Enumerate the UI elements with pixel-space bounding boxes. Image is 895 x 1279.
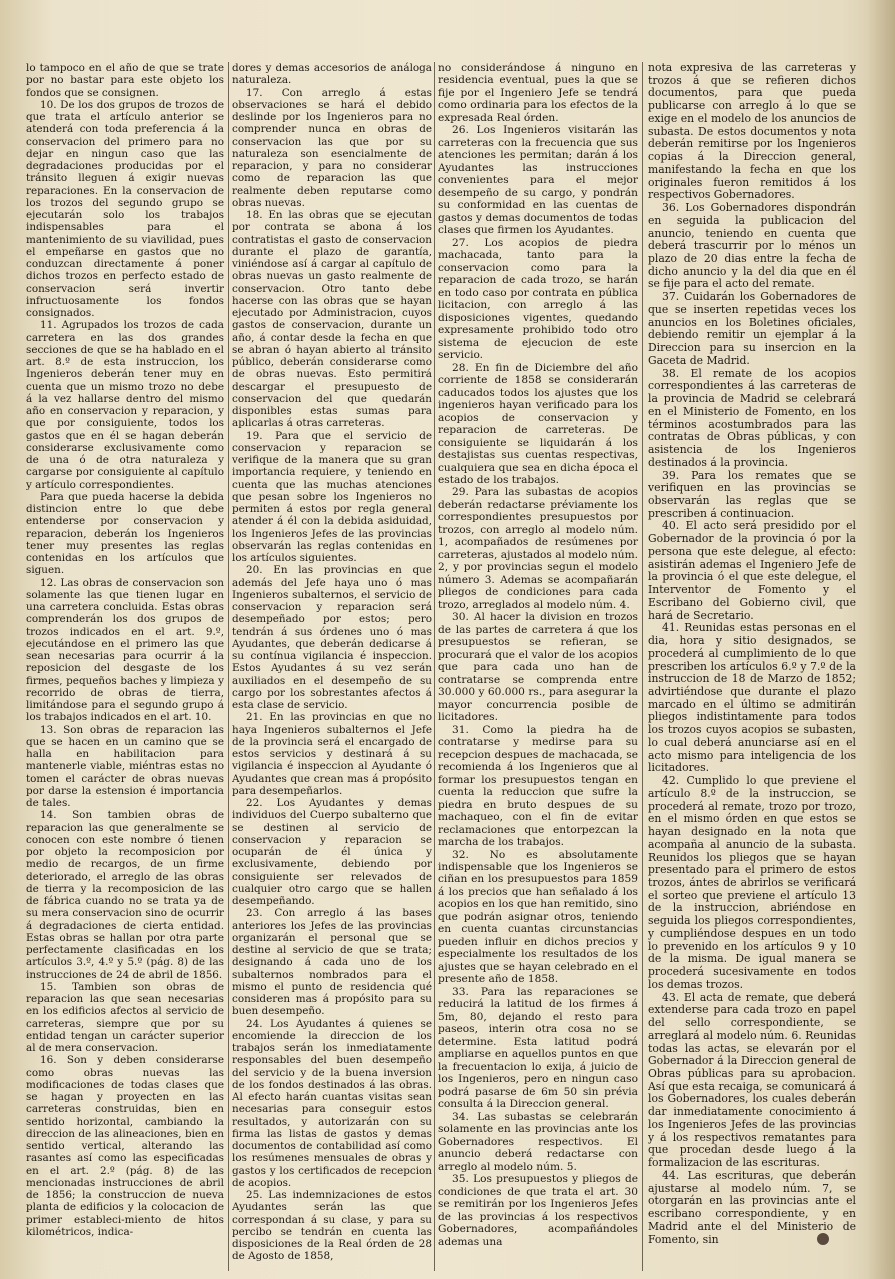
paragraph: 24. Los Ayudantes á quienes se encomiende la direccion de los trabajos serán los inmediatamente responsables del buen desempeño del servicio y de la buena inversion de los fondos destinados á las obras. Al efecto harán cuantas visitas sean necesarias para conseguir estos resultados, y autorizarán con su firma las listas de gastos y demas documentos de contabilidad así como los resúmenes mensuales de obras y gastos y los certificados de recepcion de acopios. [232,1017,432,1189]
paragraph: 17. Con arreglo á estas observaciones se hará el debido deslinde por los Ingenieros para no comprender nunca en obras de conservacion las que por su naturaleza son esencialmente de reparacion, y para no considerar como de reparacion las que realmente deben reputarse como obras nuevas. [232,86,432,209]
paragraph: 14. Son tambien obras de reparacion las que generalmente se conocen con este nombre ó tienen por objeto la recomposicion por medio de recargos, de un firme deteriorado, el arreglo de las obras de tierra y la recomposicion de las de fábrica cuando no se trata ya de su mera conservacion sino de ocurrir á degradaciones de cierta entidad. Estas obras se hallan por otra parte perfectamente clasificadas en los artículos 3.º, 4.º y 5.º (pág. 8) de las instrucciones de 24 de abril de 1856. [26,809,224,981]
ink-stain [817,1233,829,1245]
column-rule [642,62,643,1271]
paragraph: 16. Son y deben considerarse como obras nuevas las modificaciones de todas clases que se hagan y proyecten en las carreteras construidas, bien en sentido horizontal, cambiando la direccion de las alineaciones, bien en sentido vertical, alterando las rasantes así como las especificadas en el art. 2.º (pág. 8) de las mencionadas instrucciones de abril de 1856; la construccion de nueva planta de edificios y la colocacion de primer estableci-miento de hitos kilométricos, indica- [26,1054,224,1238]
paragraph: 22. Los Ayudantes y demas individuos del Cuerpo subalterno que se destinen al servicio de conservacion y reparacion se ocuparán de él única y exclusivamente, debiendo por consiguiente ser relevados de cualquier otro cargo que se hallen desempeñando. [232,797,432,907]
paragraph: 35. Los presupuestos y pliegos de condiciones de que trata el art. 30 se remitirán por los Ingenieros Jefes de las provincias á los respectivos Gobernadores, acompañándoles ademas una [438,1173,638,1248]
paragraph: no considerándose á ninguno en residencia eventual, pues la que se fije por el Ingeniero Jefe se tendrá como ordinaria para los efectos de la expresada Real órden. [438,62,638,124]
paragraph: 30. Al hacer la division en trozos de las partes de carretera á que los presupuestos se refieran, se procurará que el valor de los acopios que para cada uno han de contratarse se comprenda entre 30.000 y 60.000 rs., para asegurar la mayor concurrencia posible de licitadores. [438,611,638,724]
paragraph: 26. Los Ingenieros visitarán las carreteras con la frecuencia que sus atenciones les permitan; darán á los Ayudantes las instrucciones convenientes para el mejor desempeño de su cargo, y pondrán su conformidad en las cuentas de gastos y demas documentos de todas clases que firmen los Ayudantes. [438,124,638,237]
text-column-4 [648,62,856,1271]
paragraph: 19. Para que el servicio de conservacion y reparacion se verifique de la manera que su gran importancia requiere, y teniendo en cuenta que las muchas atenciones que pesan sobre los Ingenieros no permiten á estos por regla general atender á él con la debida asiduidad, los Ingenieros Jefes de las provincias observarán las reglas contenidas en los artículos siguientes. [232,429,432,564]
paragraph: 20. En las provincias en que además del Jefe haya uno ó mas Ingenieros subalternos, el servicio de conservacion y reparacion será desempeñado por estos; pero tendrán á sus órdenes uno ó mas Ayudantes, que deberán dedicarse á su contínua vigilancia é inspeccion. Estos Ayudantes á su vez serán auxiliados en el desempeño de su cargo por los sobrestantes afectos á esta clase de servicio. [232,564,432,711]
text-column-3 [438,62,638,1271]
text-column-1 [26,62,224,1271]
paragraph: 29. Para las subastas de acopios deberán redactarse préviamente los correspondientes presupuestos por trozos, con arreglo al modelo núm. 1, acompañados de resúmenes por carreteras, ajustados al modelo núm. 2, y por provincias segun el modelo número 3. Ademas se acompañarán pliegos de condiciones para cada trozo, arreglados al modelo núm. 4. [438,486,638,611]
column-rule [228,62,229,1271]
paragraph: 34. Las subastas se celebrarán solamente en las provincias ante los Gobernadores respectivos. El anuncio deberá redactarse con arreglo al modelo núm. 5. [438,1110,638,1173]
text-column-2 [232,62,432,1271]
paragraph: 43. El acta de remate, que deberá extenderse para cada trozo en papel del sello correspondiente, se arreglará al modelo núm. 6. Reunidas todas las actas, se elevarán por el Gobernador á la Direccion general de Obras públicas para su aprobacion. Así que esta recaiga, se comunicará á los Gobernadores, los cuales deberán dar inmediatamente conocimiento á los Ingenieros Jefes de las provincias y á los respectivos rematantes para que procedan desde luego á la formalizacion de las escrituras. [648,990,856,1170]
paragraph: 38. El remate de los acopios correspondientes á las carreteras de la provincia de Madrid se celebrará en el Ministerio de Fomento, en los términos acostumbrados para las contratas de Obras públicas, y con asistencia de los Ingenieros destinados á la provincia. [648,366,856,469]
paragraph: 41. Reunidas estas personas en el dia, hora y sitio designados, se procederá al cumplimiento de lo que prescriben los artículos 6.º y 7.º de la instruccion de 18 de Marzo de 1852; advirtiéndose que durante el plazo marcado en el último se admitirán pliegos indistintamente para todos los trozos cuyos acopios se subasten, lo cual deberá anunciarse así en el acto mismo para inteligencia de los licitadores. [648,621,856,775]
paragraph: 13. Son obras de reparacion las que se hacen en un camino que se halla en habilitacion para mantenerle viable, miéntras estas no tomen el carácter de obras nuevas por darse la estension é importancia de tales. [26,723,224,809]
paragraph: 44. Las escrituras, que deberán ajustarse al modelo núm. 7, se otorgarán en las provincias ante el escribano correspondiente, y en Madrid ante el del Ministerio de Fomento, sin [648,1168,856,1246]
paragraph: 39. Para los remates que se verifiquen en las provincias se observarán las reglas que se prescriben á continuacion. [648,468,856,520]
column-rule [434,62,435,1271]
paragraph: 21. En las provincias en que no haya Ingenieros subalternos el Jefe de la provincia será el encargado de estos servicios y destinará á su vigilancia é inspeccion al Ayudante ó Ayudantes que crean mas á propósito para desempeñarlos. [232,711,432,797]
page-edge-shadow [867,0,895,1279]
paragraph: lo tampoco en el año de que se trate por no bastar para este objeto los fondos que se consignen. [26,62,224,99]
paragraph: nota expresiva de las carreteras y trozos á que se refieren dichos documentos, para que pueda publicarse con arreglo á lo que se exige en el modelo de los anuncios de subasta. De estos documentos y nota deberán remitirse por los Ingenieros copias á la Direccion general, manifestando la fecha en que los originales fueron remitidos á los respectivos Gobernadores. [648,62,856,202]
paragraph: 36. Los Gobernadores dispondrán en seguida la publicacion del anuncio, teniendo en cuenta que deberá trascurrir por lo ménos un plazo de 20 dias entre la fecha de dicho anuncio y la del dia que en él se fije para el acto del remate. [648,201,856,291]
paragraph: 37. Cuidarán los Gobernadores de que se inserten repetidas veces los anuncios en los Boletines oficiales, debiendo remitir un ejemplar á la Direccion para su insercion en la Gaceta de Madrid. [648,290,856,367]
paragraph: 23. Con arreglo á las bases anteriores los Jefes de las provincias organizarán el personal que se destine al servicio de que se trata; designando á cada uno de los subalternos nombrados para el mismo el punto de residencia qué consideren mas á propósito para su buen desempeño. [232,907,432,1018]
paragraph: 28. En fin de Diciembre del año corriente de 1858 se considerarán caducados todos los ajustes que los ingenieros hayan verificado para los acopios de conservacion y reparacion de carreteras. De consiguiente se liquidarán á los destajistas sus cuentas respectivas, cualquiera que sea en dicha época el estado de los trabajos. [438,361,638,486]
paragraph: 27. Los acopios de piedra machacada, tanto para la conservacion como para la reparacion de cada trozo, se harán en todo caso por contrata en pública licitacion, con arreglo á las disposiciones vigentes, quedando expresamente prohibido todo otro sistema de ejecucion de este servicio. [438,236,638,362]
paragraph: 11. Agrupados los trozos de cada carretera en las dos grandes secciones de que se ha hablado en el art. 8.º de esta instruccion, los Ingenieros deberán tener muy en cuenta que un mismo trozo no debe á la vez hallarse dentro del mismo año en conservacion y reparacion, y que por consiguiente, todos los gastos que en él se hagan deberán considerarse exclusivamente como de una ó de otra naturaleza y cargarse por consiguiente al capítulo y artículo correspondientes. [26,319,224,491]
paragraph: 12. Las obras de conservacion son solamente las que tienen lugar en una carretera concluida. Estas obras comprenderán los dos grupos de trozos indicados en el art. 9.º, ejecutándose en el primero las que sean necesarias para ocurrir á la reposicion del desgaste de los firmes, pequeños baches y limpieza y recorrido de obras de tierra, limitándose para el segundo grupo á los trabajos indicados en el art. 10. [26,576,224,724]
paragraph: 33. Para las reparaciones se reducirá la latitud de los firmes á 5m, 80, dejando el resto para paseos, interin otra cosa no se determine. Esta latitud podrá ampliarse en aquellos puntos en que la frecuentacion lo exija, á juicio de los Ingenieros, pero en ningun caso podrá pasarse de 6m 50 sin prévia consulta á la Direccion general. [438,985,638,1111]
paragraph: 10. De los dos grupos de trozos de que trata el artículo anterior se atenderá con toda preferencia á la conservacion del primero para no dejar en ningun caso que las degradaciones producidas por el tránsito lleguen á exigir nuevas reparaciones. En la conservacion de los trozos del segundo grupo se ejecutarán solo los trabajos indispensables para el mantenimiento de su viavilidad, pues el empeñarse en gastos que no conduzcan directamente á poner dichos trozos en perfecto estado de conservacion será invertir infructuosamente los fondos consignados. [26,98,224,319]
paragraph: 42. Cumplido lo que previene el artículo 8.º de la instruccion, se procederá al remate, trozo por trozo, en el mismo órden en que estos se hayan designado en la nota que acompaña al anuncio de la subasta. Reunidos los pliegos que se hayan presentado para el primero de estos trozos, ántes de abrirlos se verificará el sorteo que previene el artículo 13 de la instruccion, abriéndose en seguida los pliegos correspondientes, y cumpliéndose despues en un todo lo prevenido en los artículos 9 y 10 de la misma. De igual manera se procederá sucesivamente en todos los demas trozos. [648,774,856,991]
paragraph: 15. Tambien son obras de reparacion las que sean necesarias en los edificios afectos al servicio de carreteras, siempre que por su entidad tengan un carácter superior al de mera conservacion. [26,980,224,1054]
paragraph: 31. Como la piedra ha de contratarse y medirse para su recepcion despues de machacada, se recomienda á los Ingenieros que al formar los presupuestos tengan en cuenta la reduccion que sufre la piedra en bruto despues de su machaqueo, con el fin de evitar reclamaciones que entorpezcan la marcha de los trabajos. [438,723,638,849]
paragraph: 32. No es absolutamente indispensable que los Ingenieros se ciñan en los presupuestos para 1859 á los precios que han señalado á los acopios en los que han remitido, sino que podrán asignar otros, teniendo en cuenta cuantas circunstancias pueden influir en dichos precios y especialmente los resultados de los ajustes que se hayan celebrado en el presente año de 1858. [438,848,638,986]
paragraph: Para que pueda hacerse la debida distincion entre lo que debe entenderse por conservacion y reparacion, deberán los Ingenieros tener muy presentes las reglas contenidas en los artículos que siguen. [26,490,224,577]
paragraph: 40. El acto será presidido por el Gobernador de la provincia ó por la persona que este delegue, al efecto: asistirán ademas el Ingeniero Jefe de la provincia ó el que este delegue, el Interventor de Fomento y el Escribano del Gobierno civil, que hará de Secretario. [648,519,856,622]
paragraph: 25. Las indemnizaciones de estos Ayudantes serán las que correspondan á su clase, y para su percibo se tendrán en cuenta las disposiciones de la Real órden de 28 de Agosto de 1858, [232,1189,432,1263]
paragraph: dores y demas accesorios de análoga naturaleza. [232,62,432,87]
paragraph: 18. En las obras que se ejecutan por contrata se abona á los contratistas el gasto de conservacion durante el plazo de garantía, viniéndose así á cargar al capítulo de obras nuevas un gasto realmente de conservacion. Otro tanto debe hacerse con las obras que se hayan ejecutado por Administracion, cuyos gastos de conservacion, durante un año, á contar desde la fecha en que se abran ó hayan abierto al tránsito público, deberán considerarse como de obras nuevas. Esto permitirá descargar el presupuesto de conservacion del que quedarán disponibles estas sumas para aplicarlas á otras carreteras. [232,209,432,430]
